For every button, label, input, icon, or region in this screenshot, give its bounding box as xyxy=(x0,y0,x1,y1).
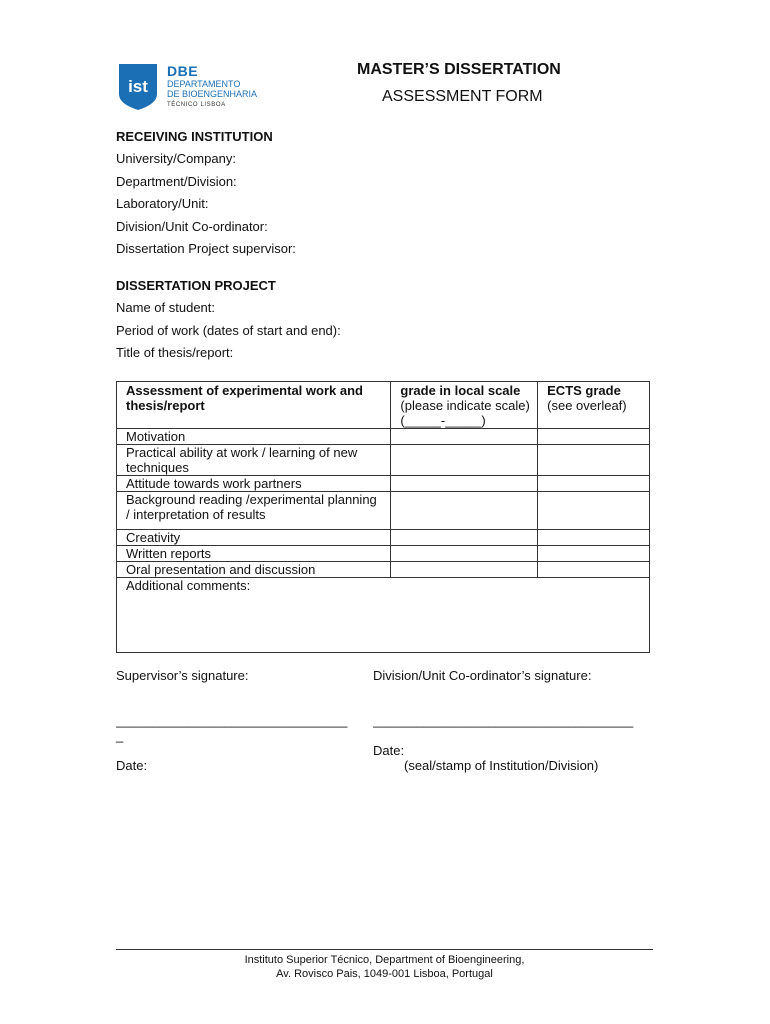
table-row xyxy=(117,562,650,578)
supervisor-signature-line-tail: _ xyxy=(116,728,124,743)
local-grade-cell[interactable] xyxy=(391,445,538,476)
table-row xyxy=(117,476,650,492)
page-title: MASTER’S DISSERTATION xyxy=(357,61,561,78)
logo-mark: ist xyxy=(128,77,148,96)
field-laboratory: Laboratory/Unit: xyxy=(116,196,209,211)
field-coordinator: Division/Unit Co-ordinator: xyxy=(116,219,268,234)
coordinator-date-label: Date: xyxy=(373,743,405,758)
field-supervisor: Dissertation Project supervisor: xyxy=(116,241,296,256)
local-grade-cell[interactable] xyxy=(391,476,538,492)
comments-row xyxy=(117,578,650,653)
table-row xyxy=(117,445,650,476)
footer-divider xyxy=(116,949,653,950)
criterion-label: Motivation xyxy=(117,429,391,445)
ects-grade-cell[interactable] xyxy=(538,546,650,562)
coordinator-signature-line[interactable]: ____________________________________ xyxy=(373,713,634,728)
criterion-label: Background reading /experimental planning / interpretation of results xyxy=(117,492,391,530)
supervisor-date-label: Date: xyxy=(116,758,148,773)
ects-grade-cell[interactable] xyxy=(538,429,650,445)
criterion-label: Written reports xyxy=(117,546,391,562)
logo-dept-line1: DEPARTAMENTO xyxy=(167,79,241,89)
field-thesis-title: Title of thesis/report: xyxy=(116,345,234,360)
field-department: Department/Division: xyxy=(116,174,237,189)
logo-dept-line2: DE BIOENGENHARIA xyxy=(167,89,258,99)
field-period: Period of work (dates of start and end): xyxy=(116,323,341,338)
ects-grade-cell[interactable] xyxy=(538,492,650,530)
seal-stamp-note: (seal/stamp of Institution/Division) xyxy=(404,758,599,773)
field-student-name: Name of student: xyxy=(116,300,215,315)
local-grade-cell[interactable] xyxy=(391,546,538,562)
ects-grade-cell[interactable] xyxy=(538,445,650,476)
logo-abbrev: DBE xyxy=(167,63,199,79)
local-grade-cell[interactable] xyxy=(391,429,538,445)
col-local-grade-header xyxy=(391,382,538,429)
table-header-row xyxy=(117,382,650,429)
table-row xyxy=(117,546,650,562)
criterion-label: Creativity xyxy=(117,530,391,546)
supervisor-signature-label: Supervisor’s signature: xyxy=(116,668,249,683)
logo-school: TÉCNICO LISBOA xyxy=(167,102,226,108)
coordinator-signature-label: Division/Unit Co-ordinator’s signature: xyxy=(373,668,592,683)
dbe-logo xyxy=(119,64,269,112)
criterion-label: Attitude towards work partners xyxy=(117,476,391,492)
footer-line-2: Av. Rovisco Pais, 1049-001 Lisboa, Portugal xyxy=(276,968,493,980)
table-row xyxy=(117,492,650,530)
additional-comments-box[interactable] xyxy=(117,578,650,653)
page-subtitle: ASSESSMENT FORM xyxy=(382,88,543,105)
local-grade-cell[interactable] xyxy=(391,562,538,578)
ects-grade-cell[interactable] xyxy=(538,530,650,546)
criterion-label: Practical ability at work / learning of new techniques xyxy=(117,445,391,476)
assessment-table xyxy=(116,381,650,653)
ects-grade-cell[interactable] xyxy=(538,476,650,492)
field-university: University/Company: xyxy=(116,151,236,166)
table-row xyxy=(117,429,650,445)
local-grade-cell[interactable] xyxy=(391,492,538,530)
receiving-heading: RECEIVING INSTITUTION xyxy=(116,129,273,144)
col-ects-header xyxy=(538,382,650,429)
project-heading: DISSERTATION PROJECT xyxy=(116,278,276,293)
supervisor-signature-line[interactable]: ________________________________ xyxy=(116,713,348,728)
col-assessment-header: Assessment of experimental work and thesis/report xyxy=(117,382,391,429)
additional-comments-label: Additional comments: xyxy=(126,578,251,593)
local-grade-cell[interactable] xyxy=(391,530,538,546)
ects-title: ECTS grade xyxy=(547,383,621,398)
footer-line-1: Instituto Superior Técnico, Department of Bioengineering, xyxy=(244,954,525,966)
local-grade-sub: (please indicate scale) xyxy=(400,398,530,413)
ects-sub: (see overleaf) xyxy=(547,398,627,413)
ects-grade-cell[interactable] xyxy=(538,562,650,578)
local-grade-scale: (_____-_____) xyxy=(400,413,486,428)
table-row xyxy=(117,530,650,546)
criterion-label: Oral presentation and discussion xyxy=(117,562,391,578)
ist-shield-icon xyxy=(119,64,157,110)
local-grade-title: grade in local scale xyxy=(400,383,521,398)
